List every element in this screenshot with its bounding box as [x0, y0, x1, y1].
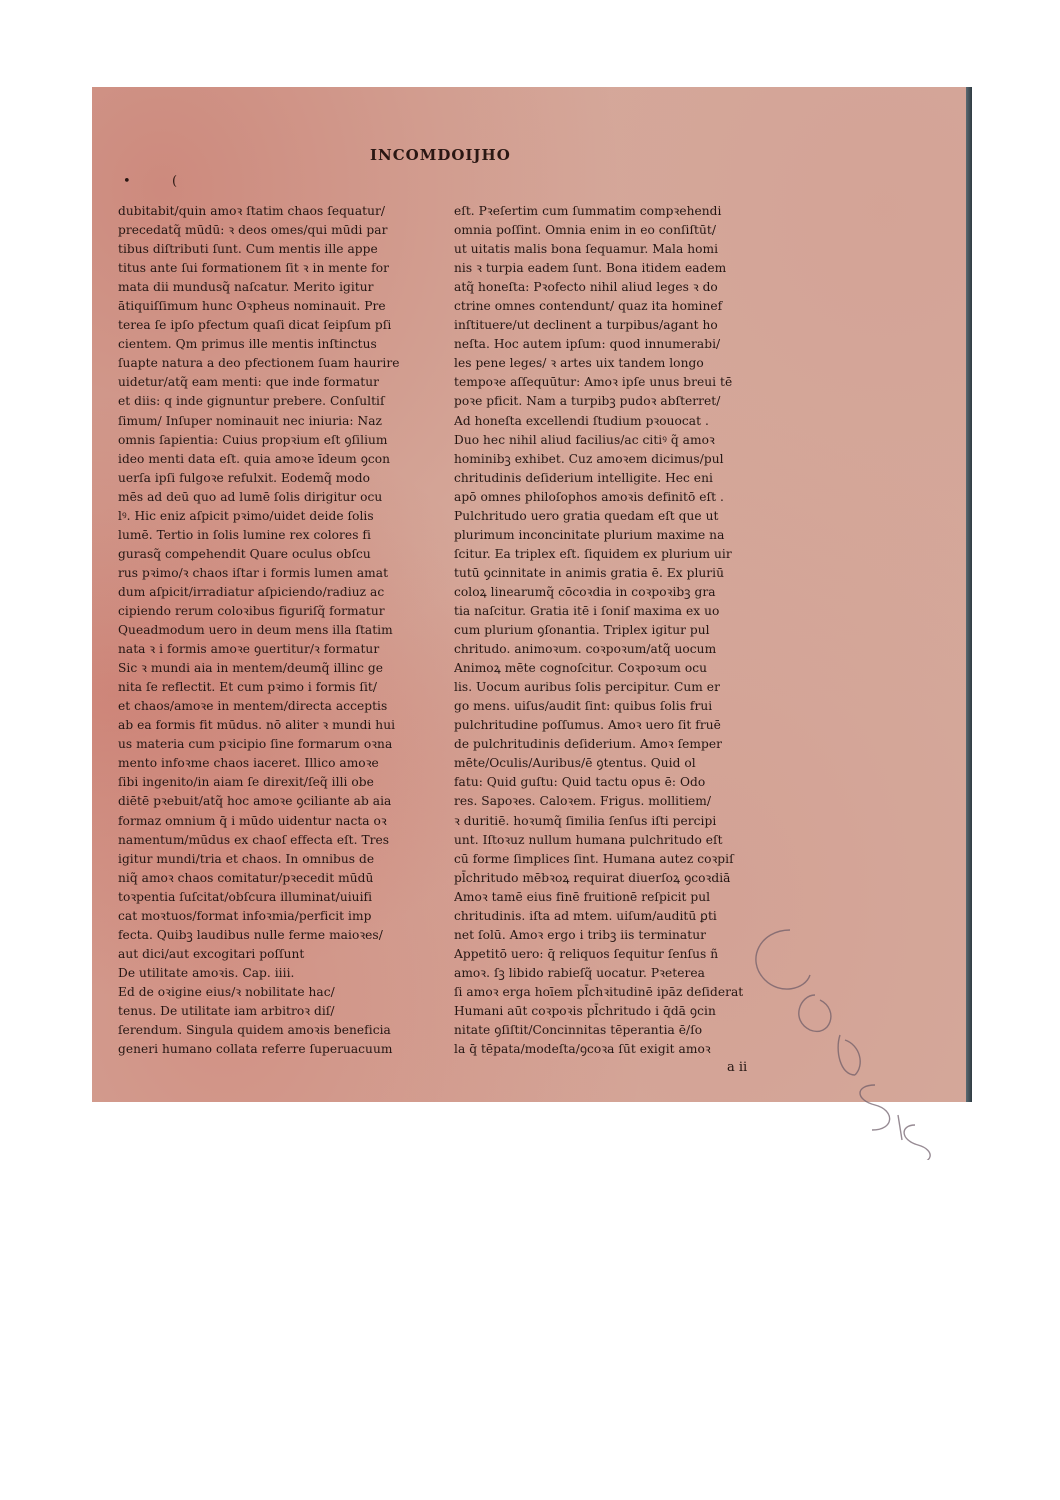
right-line: net ſolū. Amoꝛ ergo i tribꝫ iis terminatur: [454, 927, 706, 942]
left-line: terea ſe ipſo pfectum quaſi dicat ſeipſum pſi: [118, 318, 392, 333]
right-line: tutū ꝯcinnitate in animis gratia ē. Ex pluriū: [454, 565, 725, 580]
left-line: nata ꝛ i formis amoꝛe ꝯuertitur/ꝛ formatur: [118, 642, 380, 657]
right-line: apō omnes philoſophos amoꝛis definitō eſt .: [454, 489, 724, 504]
right-line: Amoꝛ tamē eius finē fruitionē reſpicit pul: [454, 889, 711, 904]
left-line: ſuapte natura a deo pfectionem ſuam haurire: [118, 356, 400, 371]
left-line: De utilitate amoꝛis. Cap. iiii.: [118, 965, 295, 980]
left-line: cat moꝛtuos/format infoꝛmia/perficit imp: [118, 908, 372, 923]
left-line: ſimum/ Inſuper nominauit nec iniuria: Naz: [118, 413, 382, 428]
left-line: Ed de oꝛigine eius/ꝛ nobilitate hac/: [118, 984, 335, 999]
right-line: tia naſcitur. Gratia itē i ſoniſ maxima ex uo: [454, 603, 720, 618]
left-line: et chaos/amoꝛe in mentem/directa acceptis: [118, 699, 388, 714]
left-line: igitur mundi/tria et chaos. In omnibus de: [118, 851, 375, 866]
left-line: aut dici/aut excogitari poſſunt: [118, 946, 305, 961]
left-line: ideo menti data eſt. quia amoꝛe īdeum ꝯcon: [118, 451, 391, 466]
right-line: res. Sapoꝛes. Caloꝛem. Frigus. mollitiem/: [454, 794, 712, 809]
right-line: Ad honeſta excellendi ſtudium pꝛouocat .: [454, 413, 709, 428]
left-line: generi humano collata referre ſuperuacuum: [118, 1042, 393, 1057]
left-line: us materia cum pꝛicipio ſine formarum oꝛna: [118, 737, 393, 752]
left-line: ātiquiſſimum hunc Oꝛpheus nominauit. Pre: [118, 299, 386, 314]
left-line: Sic ꝛ mundi aia in mentem/deumq̃ illinc ge: [118, 661, 384, 676]
left-line: ab ea formis fit mūdus. nō aliter ꝛ mundi hui: [118, 718, 396, 733]
right-line: Duo hec nihil aliud facilius/ac citiꝰ q̃ amoꝛ: [454, 432, 715, 447]
left-line: namentum/mūdus ex chaoſ effecta eſt. Tres: [118, 832, 390, 847]
left-line: dubitabit/quin amoꝛ ſtatim chaos ſequatur/: [118, 204, 386, 218]
left-line: dum aſpicit/irradiatur aſpiciendo/radiuz ac: [118, 584, 385, 599]
left-text-column: [118, 202, 436, 1059]
right-line: tempoꝛe aſſequūtur: Amoꝛ ipſe unus breui tē: [454, 375, 733, 390]
right-line: cum plurium ꝯſonantia. Triplex igitur pul: [454, 623, 710, 638]
right-line: ſcitur. Ea triplex eſt. ſiquidem ex plurium uir: [454, 546, 732, 561]
right-line: lis. Uocum auribus ſolis percipitur. Cum er: [454, 680, 720, 695]
right-line: coloꝝ linearumq̃ cōcoꝛdia in coꝛpoꝛibꝫ gra: [454, 584, 716, 599]
right-line: hominibꝫ exhibet. Cuz amoꝛem dicimus/pul: [454, 451, 724, 466]
left-line: mento infoꝛme chaos iaceret. Illico amoꝛe: [118, 756, 379, 771]
margin-marks: • (: [123, 174, 178, 189]
right-line: poꝛe pficit. Nam a turpibꝫ pudoꝛ abſterret/: [454, 394, 721, 409]
left-line: fecta. Quibꝫ laudibus nulle ferme maioꝛes/: [118, 927, 383, 942]
right-line: nitate ꝯſiſtit/Concinnitas tēperantia ē/ſo: [454, 1023, 703, 1038]
left-line: ſibi ingenito/in aiam ſe direxit/ſeq̃ illi obe: [118, 775, 374, 790]
left-line: formaz omnium q̄ i mūdo uidentur nacta oꝛ: [118, 813, 387, 828]
left-line: uidetur/atq̃ eam menti: que inde formatur: [118, 375, 380, 390]
right-line: inſtituere/ut declinent a turpibus/agant ho: [454, 318, 718, 333]
right-line: Animoꝝ mēte cognoſcitur. Coꝛpoꝛum ocu: [454, 661, 707, 676]
right-line: cū forme ſimplices ſint. Humana autez coꝛpiſ: [454, 851, 734, 866]
right-line: nis ꝛ turpia eadem ſunt. Bona itidem eadem: [454, 261, 727, 276]
left-line: et diis: q inde gignuntur prebere. Conſultiſ: [118, 394, 385, 409]
left-line: nita ſe reflectit. Et cum pꝛimo i formis ſit/: [118, 680, 378, 695]
left-line: toꝛpentia ſuſcitat/obſcura illuminat/uiuifi: [118, 889, 373, 904]
right-line: fatu: Quid guſtu: Quid tactu opus ē: Odo: [454, 775, 706, 790]
left-line: precedatq̃ mūdū: ꝛ deos omes/qui mūdi par: [118, 223, 388, 238]
left-line: gurasq̃ comꝑehendit Quare oculus obſcu: [118, 546, 371, 561]
signature-mark: a ii: [727, 1060, 748, 1075]
right-line: pulchritudine poſſumus. Amoꝛ uero ſit fruē: [454, 718, 721, 733]
right-line: atq̃ honeſta: Pꝛofecto nihil aliud leges ꝛ do: [454, 280, 718, 295]
left-line: niq̃ amoꝛ chaos comitatur/pꝛecedit mūdū: [118, 870, 374, 885]
right-line: la q̄ tēpata/modeſta/ꝯcoꝛa ſūt exigit amoꝛ: [454, 1042, 711, 1057]
right-line: de pulchritudinis deſiderium. Amoꝛ ſemper: [454, 737, 722, 752]
left-line: cipiendo rerum coloꝛibus figuriſq̃ formatur: [118, 603, 385, 618]
left-line: cientem. Qm primus ille mentis inſtinctus: [118, 337, 377, 352]
left-line: lꝰ. Hic eniz aſpicit pꝛimo/uidet deide ſolis: [118, 508, 374, 523]
right-line: amoꝛ. ſꝫ libido rabieſq̃ uocatur. Pꝛeterea: [454, 965, 705, 980]
left-line: uerſa ipſi fulgoꝛe refulxit. Eodemq̃ modo: [118, 470, 371, 485]
right-line: ctrine omnes contendunt/ quaz ita hominef: [454, 299, 723, 314]
right-line: chritudo. animoꝛum. coꝛpoꝛum/atq̃ uocum: [454, 642, 717, 657]
right-line: Pulchritudo uero gratia quedam eſt que ut: [454, 508, 719, 523]
right-line: chritudinis deſiderium intelligite. Hec eni: [454, 470, 713, 485]
right-line: plurimum inconcinitate plurium maxime na: [454, 527, 725, 542]
right-line: chritudinis. iſta ad mtem. uiſum/auditū ꝑti: [454, 908, 717, 923]
library-stamp-watermark: [640, 900, 940, 1160]
left-line: Queadmodum uero in deum mens illa ſtatim: [118, 623, 393, 638]
left-line: mata dii mundusq̃ naſcatur. Merito igitur: [118, 280, 374, 295]
right-line: neſta. Hoc autem ipſum: quod innumerabi/: [454, 337, 721, 352]
left-line: titus ante ſui formationem ſit ꝛ in mente for: [118, 261, 390, 276]
left-line: tibus diſtributi ſunt. Cum mentis ille appe: [118, 242, 378, 257]
right-line: pl̄chritudo mēbꝛoꝝ requirat diuerſoꝝ ꝯcoꝛdiā: [454, 870, 731, 885]
right-line: eſt. Pꝛeſertim cum ſummatim compꝛehendi: [454, 204, 722, 218]
right-line: mēte/Oculis/Auribus/ē ꝯtentus. Quid ol: [454, 756, 696, 771]
running-head: INCOMDOIJHO: [370, 146, 511, 164]
right-line: ꝛ duritiē. hoꝛumq̃ ſimilia ſenſus iſti percipi: [454, 813, 717, 828]
right-line: omnia poſſint. Omnia enim in eo conſiſtūt/: [454, 223, 716, 238]
left-line: ſerendum. Singula quidem amoꝛis beneficia: [118, 1023, 391, 1038]
right-line: ſi amoꝛ erga hoīem pl̄chꝛitudinē ipāz deſiderat: [454, 984, 744, 999]
left-line: tenus. De utilitate iam arbitroꝛ diſ/: [118, 1003, 335, 1018]
left-line: lumē. Tertio in ſolis lumine rex colores fi: [118, 527, 371, 542]
right-line: ut uitatis malis bona ſequamur. Mala homi: [454, 242, 719, 257]
left-line: omnis ſapientia: Cuius propꝛium eſt ꝯſilium: [118, 432, 388, 447]
leaf-edge-shadow: [966, 87, 972, 1102]
left-line: diētē pꝛebuit/atq̃ hoc amoꝛe ꝯciliante ab aia: [118, 794, 392, 809]
right-line: Humani aūt coꝛpoꝛis pl̄chritudo i q̄dā ꝯcin: [454, 1003, 716, 1018]
right-line: Appetitō uero: q̄ reliquos ſequitur ſenſus ñ: [454, 946, 719, 961]
left-line: rus pꝛimo/ꝛ chaos iſtar i formis lumen amat: [118, 565, 389, 580]
right-line: go mens. uiſus/audit ſint: quibus ſolis frui: [454, 699, 713, 714]
left-line: mēs ad deū quo ad lumē ſolis dirigitur ocu: [118, 489, 383, 504]
right-line: les pene leges/ ꝛ artes uix tandem longo: [454, 356, 704, 371]
right-line: unt. Iſtoꝛuz nullum humana pulchritudo eſt: [454, 832, 723, 847]
